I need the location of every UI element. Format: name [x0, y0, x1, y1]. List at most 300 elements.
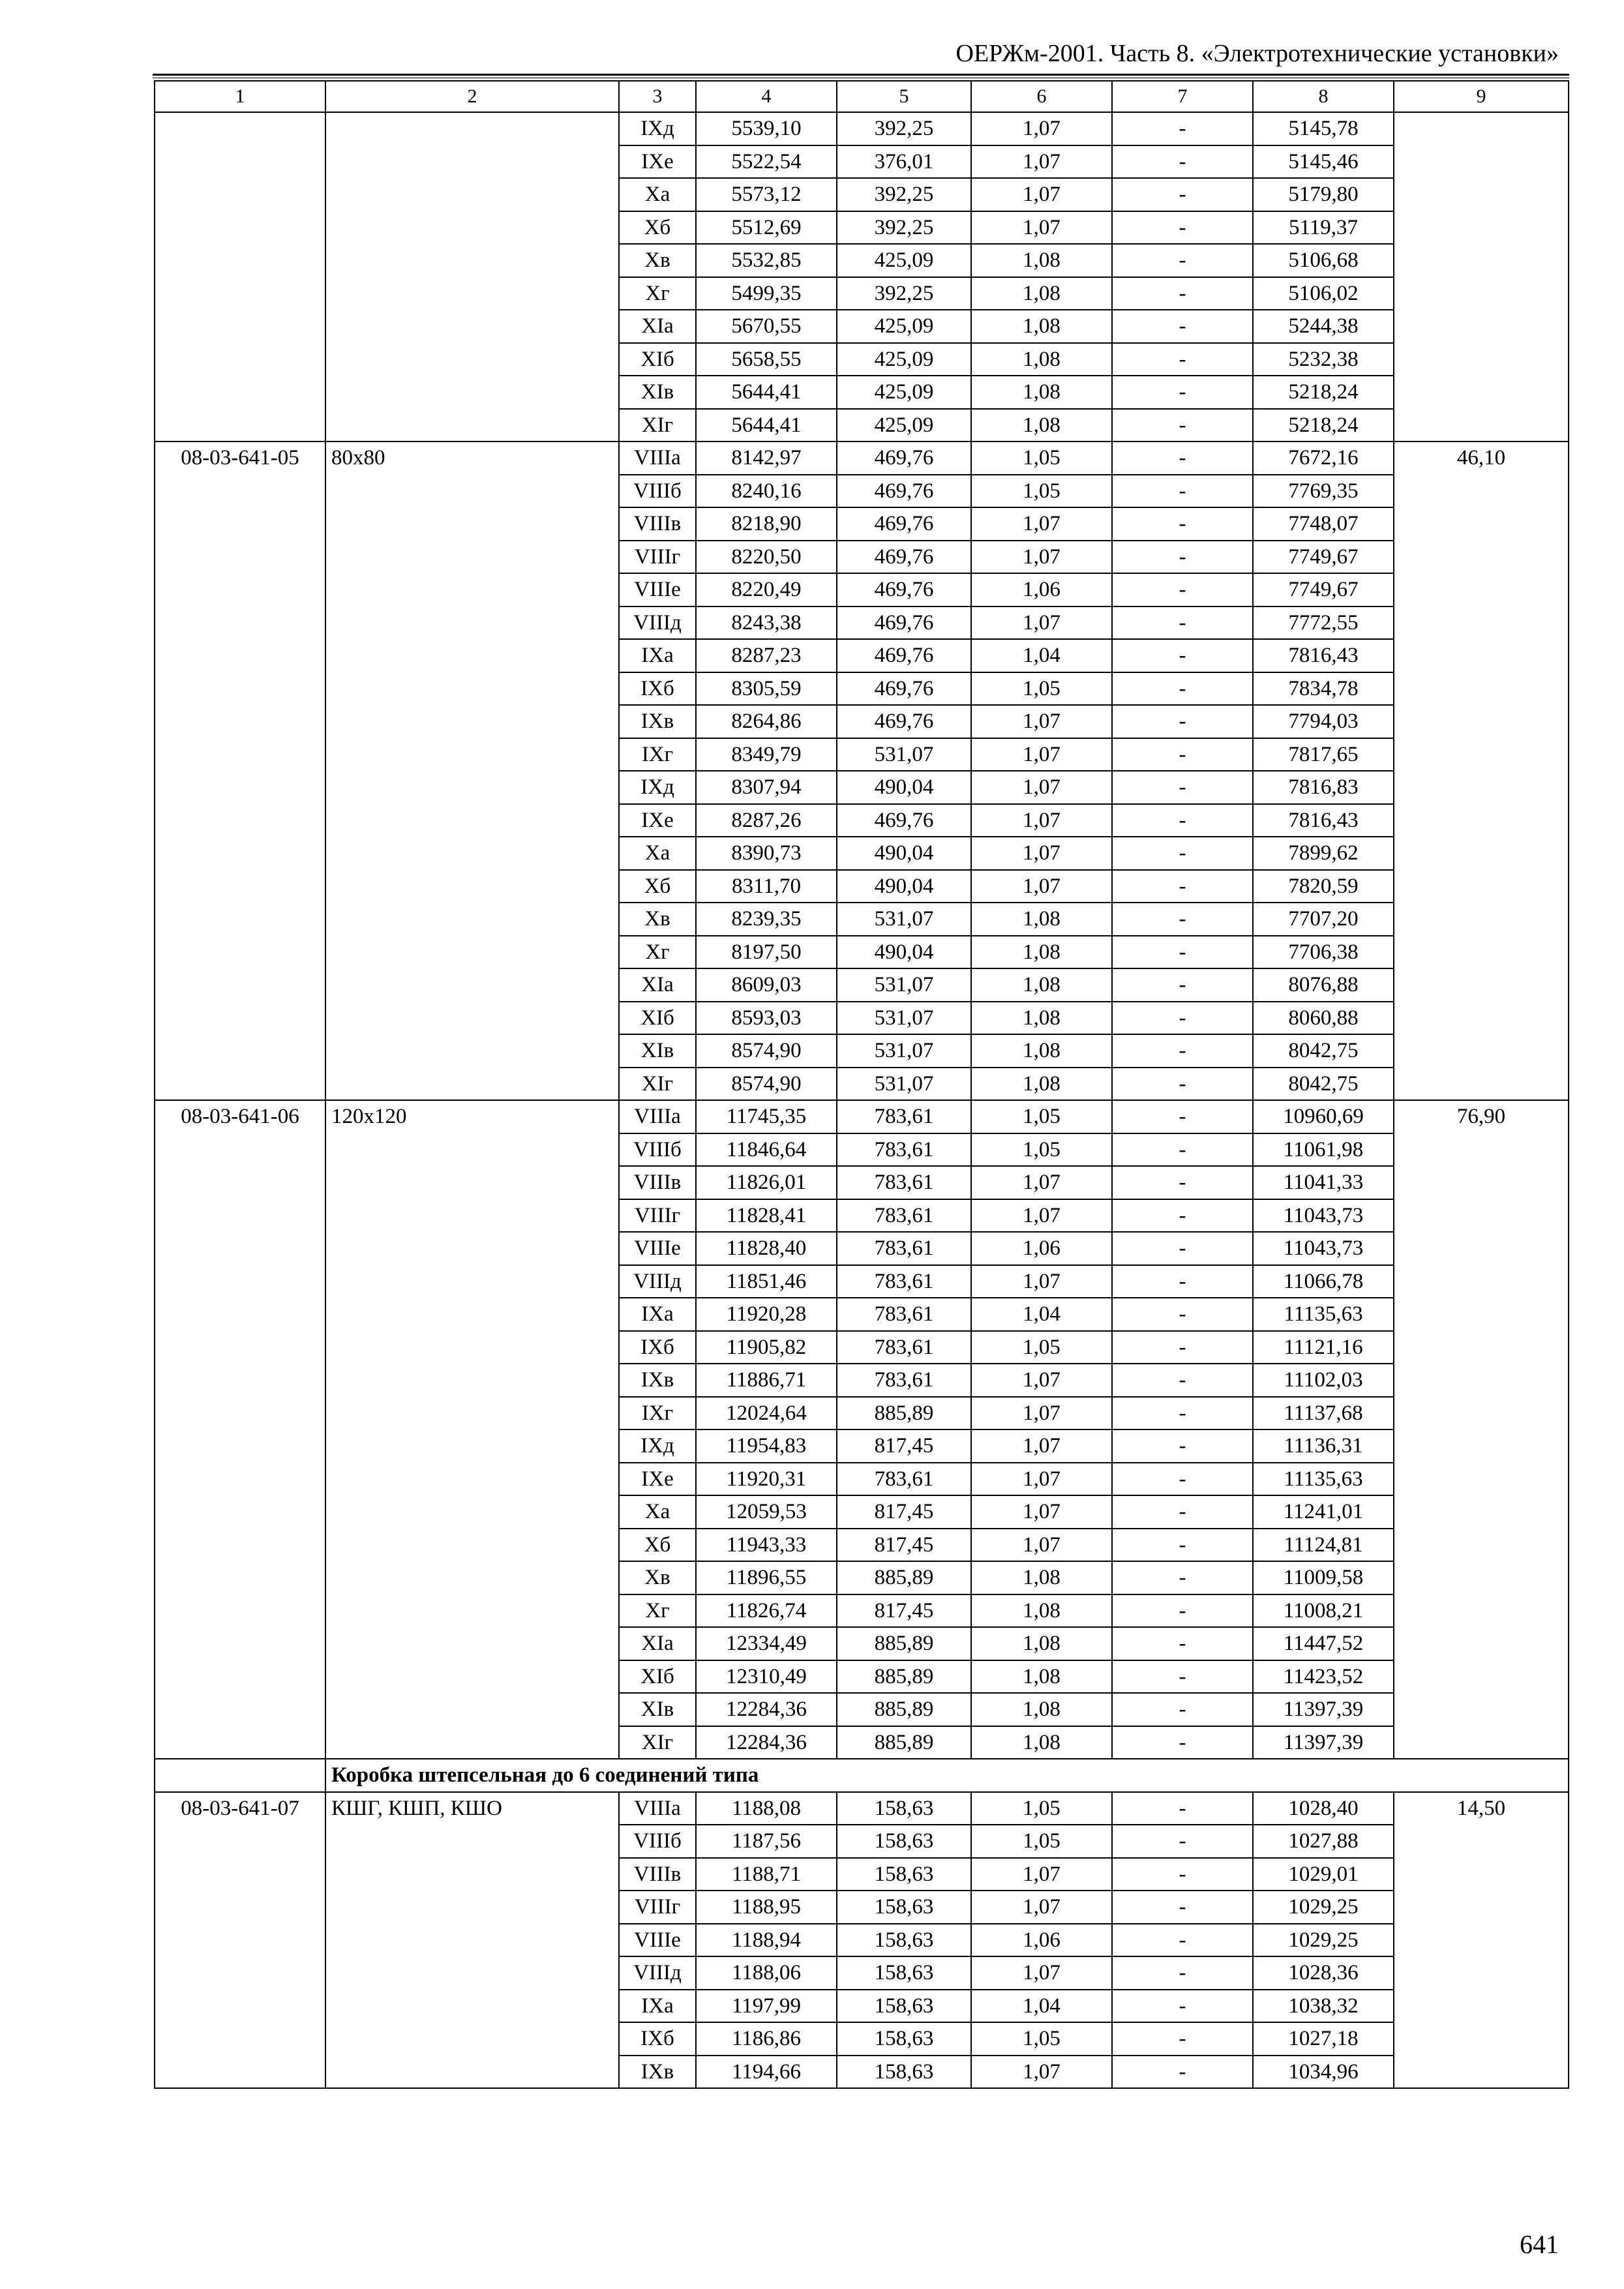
wage-cell: 469,76: [837, 507, 971, 541]
material-cost-cell: 11135,63: [1253, 1298, 1394, 1331]
machine-cell: -: [1112, 1133, 1253, 1167]
machine-cell: -: [1112, 968, 1253, 1002]
zone-cell: IXд: [619, 1429, 696, 1463]
coefficient-cell: 1,08: [971, 968, 1112, 1002]
material-cost-cell: 1029,25: [1253, 1924, 1394, 1957]
coefficient-cell: 1,08: [971, 1034, 1112, 1068]
material-cost-cell: 11008,21: [1253, 1594, 1394, 1628]
material-cost-cell: 1034,96: [1253, 2056, 1394, 2089]
coefficient-cell: 1,07: [971, 705, 1112, 738]
zone-cell: VIIIе: [619, 1232, 696, 1265]
total-cost-cell: 1188,94: [696, 1924, 837, 1957]
item-name: 80х80: [325, 441, 619, 1100]
item-code: 08-03-641-06: [155, 1100, 325, 1759]
material-cost-cell: 1028,36: [1253, 1956, 1394, 1990]
coefficient-cell: 1,05: [971, 1792, 1112, 1825]
zone-cell: Xб: [619, 1529, 696, 1562]
zone-cell: IXа: [619, 1990, 696, 2023]
zone-cell: XIв: [619, 1693, 696, 1726]
wage-cell: 158,63: [837, 1858, 971, 1891]
total-cost-cell: 8311,70: [696, 870, 837, 903]
wage-cell: 158,63: [837, 1956, 971, 1990]
machine-cell: -: [1112, 310, 1253, 343]
total-cost-cell: 8574,90: [696, 1068, 837, 1101]
material-cost-cell: 11043,73: [1253, 1232, 1394, 1265]
material-cost-cell: 11066,78: [1253, 1265, 1394, 1298]
page-number: 641: [1520, 2230, 1559, 2259]
machine-cell: -: [1112, 1298, 1253, 1331]
coefficient-cell: 1,08: [971, 409, 1112, 442]
wage-cell: 885,89: [837, 1693, 971, 1726]
coefficient-cell: 1,07: [971, 1265, 1112, 1298]
machine-cell: -: [1112, 1463, 1253, 1496]
table-row: [155, 1792, 1569, 1825]
material-cost-cell: 5232,38: [1253, 343, 1394, 376]
wage-cell: 158,63: [837, 2022, 971, 2056]
material-cost-cell: 5145,78: [1253, 112, 1394, 145]
total-cost-cell: 8142,97: [696, 441, 837, 475]
machine-cell: -: [1112, 870, 1253, 903]
machine-cell: -: [1112, 409, 1253, 442]
machine-cell: -: [1112, 541, 1253, 574]
coefficient-cell: 1,05: [971, 1100, 1112, 1133]
zone-cell: XIв: [619, 1034, 696, 1068]
zone-cell: XIв: [619, 376, 696, 409]
zone-cell: XIг: [619, 1726, 696, 1759]
total-cost-cell: 11846,64: [696, 1133, 837, 1167]
machine-cell: -: [1112, 1660, 1253, 1694]
total-cost-cell: 1188,08: [696, 1792, 837, 1825]
material-cost-cell: 11135,63: [1253, 1463, 1394, 1496]
wage-cell: 158,63: [837, 1924, 971, 1957]
machine-cell: -: [1112, 244, 1253, 277]
material-cost-cell: 11397,39: [1253, 1693, 1394, 1726]
total-cost-cell: 8240,16: [696, 475, 837, 508]
column-number: 6: [971, 81, 1112, 112]
machine-cell: -: [1112, 573, 1253, 606]
coefficient-cell: 1,08: [971, 1660, 1112, 1694]
total-cost-cell: 8218,90: [696, 507, 837, 541]
total-cost-cell: 5644,41: [696, 409, 837, 442]
zone-cell: Xв: [619, 903, 696, 936]
material-cost-cell: 8060,88: [1253, 1002, 1394, 1035]
material-cost-cell: 7834,78: [1253, 672, 1394, 706]
zone-cell: VIIIг: [619, 541, 696, 574]
material-cost-cell: 7707,20: [1253, 903, 1394, 936]
material-cost-cell: 7769,35: [1253, 475, 1394, 508]
machine-cell: -: [1112, 771, 1253, 804]
coefficient-cell: 1,05: [971, 2022, 1112, 2056]
material-cost-cell: 5106,68: [1253, 244, 1394, 277]
column-number: 1: [155, 81, 325, 112]
total-cost-cell: 11826,74: [696, 1594, 837, 1628]
wage-cell: 158,63: [837, 1792, 971, 1825]
zone-cell: VIIIд: [619, 1265, 696, 1298]
material-cost-cell: 7816,43: [1253, 639, 1394, 672]
wage-cell: 490,04: [837, 771, 971, 804]
material-cost-cell: 11043,73: [1253, 1199, 1394, 1233]
wage-cell: 783,61: [837, 1331, 971, 1364]
zone-cell: IXб: [619, 2022, 696, 2056]
coefficient-cell: 1,07: [971, 507, 1112, 541]
machine-cell: -: [1112, 1561, 1253, 1594]
zone-cell: IXв: [619, 705, 696, 738]
coefficient-cell: 1,06: [971, 573, 1112, 606]
zone-cell: XIг: [619, 409, 696, 442]
total-cost-cell: 5522,54: [696, 145, 837, 179]
material-cost-cell: 7749,67: [1253, 541, 1394, 574]
machine-cell: -: [1112, 1166, 1253, 1199]
section-title-row: [155, 1759, 1569, 1792]
coefficient-cell: 1,07: [971, 804, 1112, 837]
total-cost-cell: 1186,86: [696, 2022, 837, 2056]
coefficient-cell: 1,05: [971, 1331, 1112, 1364]
wage-cell: 531,07: [837, 1002, 971, 1035]
machine-cell: -: [1112, 1100, 1253, 1133]
zone-cell: IXе: [619, 145, 696, 179]
machine-cell: -: [1112, 343, 1253, 376]
total-cost-cell: 5512,69: [696, 211, 837, 245]
coefficient-cell: 1,07: [971, 1956, 1112, 1990]
material-cost-cell: 7748,07: [1253, 507, 1394, 541]
page-header-title: ОЕРЖм-2001. Часть 8. «Электротехнические установки»: [955, 40, 1559, 67]
zone-cell: IXб: [619, 672, 696, 706]
material-cost-cell: 8042,75: [1253, 1068, 1394, 1101]
total-cost-cell: 8220,50: [696, 541, 837, 574]
total-cost-cell: 5532,85: [696, 244, 837, 277]
total-cost-cell: 8574,90: [696, 1034, 837, 1068]
item-name: [325, 112, 619, 441]
wage-cell: 158,63: [837, 1891, 971, 1924]
item-index: 46,10: [1394, 441, 1569, 1100]
material-cost-cell: 7706,38: [1253, 936, 1394, 969]
machine-cell: -: [1112, 1034, 1253, 1068]
wage-cell: 392,25: [837, 112, 971, 145]
total-cost-cell: 11851,46: [696, 1265, 837, 1298]
total-cost-cell: 8243,38: [696, 606, 837, 640]
wage-cell: 531,07: [837, 968, 971, 1002]
coefficient-cell: 1,07: [971, 2056, 1112, 2089]
zone-cell: VIIIв: [619, 1858, 696, 1891]
item-name: КШГ, КШП, КШО: [325, 1792, 619, 2089]
total-cost-cell: 11905,82: [696, 1331, 837, 1364]
zone-cell: Xб: [619, 211, 696, 245]
total-cost-cell: 8287,26: [696, 804, 837, 837]
material-cost-cell: 11241,01: [1253, 1495, 1394, 1529]
column-number: 9: [1394, 81, 1569, 112]
material-cost-cell: 10960,69: [1253, 1100, 1394, 1133]
table-row: [155, 1100, 1569, 1133]
machine-cell: -: [1112, 1364, 1253, 1397]
material-cost-cell: 1029,01: [1253, 1858, 1394, 1891]
material-cost-cell: 8042,75: [1253, 1034, 1394, 1068]
material-cost-cell: 1029,25: [1253, 1891, 1394, 1924]
material-cost-cell: 11009,58: [1253, 1561, 1394, 1594]
wage-cell: 531,07: [837, 738, 971, 771]
total-cost-cell: 8264,86: [696, 705, 837, 738]
machine-cell: -: [1112, 837, 1253, 870]
zone-cell: IXа: [619, 1298, 696, 1331]
machine-cell: -: [1112, 1068, 1253, 1101]
machine-cell: -: [1112, 1825, 1253, 1858]
machine-cell: -: [1112, 178, 1253, 211]
material-cost-cell: 8076,88: [1253, 968, 1394, 1002]
machine-cell: -: [1112, 277, 1253, 310]
machine-cell: -: [1112, 1199, 1253, 1233]
coefficient-cell: 1,08: [971, 1068, 1112, 1101]
machine-cell: -: [1112, 1232, 1253, 1265]
machine-cell: -: [1112, 112, 1253, 145]
total-cost-cell: 8390,73: [696, 837, 837, 870]
machine-cell: -: [1112, 1397, 1253, 1430]
material-cost-cell: 11447,52: [1253, 1627, 1394, 1660]
zone-cell: Xг: [619, 277, 696, 310]
machine-cell: -: [1112, 936, 1253, 969]
zone-cell: IXе: [619, 804, 696, 837]
item-name: 120х120: [325, 1100, 619, 1759]
table-row: [155, 441, 1569, 475]
total-cost-cell: 12334,49: [696, 1627, 837, 1660]
machine-cell: -: [1112, 1002, 1253, 1035]
total-cost-cell: 8349,79: [696, 738, 837, 771]
wage-cell: 783,61: [837, 1199, 971, 1233]
wage-cell: 376,01: [837, 145, 971, 179]
zone-cell: XIб: [619, 343, 696, 376]
wage-cell: 425,09: [837, 343, 971, 376]
total-cost-cell: 5644,41: [696, 376, 837, 409]
coefficient-cell: 1,05: [971, 672, 1112, 706]
machine-cell: -: [1112, 1924, 1253, 1957]
item-index: 76,90: [1394, 1100, 1569, 1759]
header-rule-thick: [153, 74, 1569, 76]
machine-cell: -: [1112, 1331, 1253, 1364]
coefficient-cell: 1,07: [971, 541, 1112, 574]
zone-cell: IXг: [619, 1397, 696, 1430]
zone-cell: Xа: [619, 1495, 696, 1529]
material-cost-cell: 11061,98: [1253, 1133, 1394, 1167]
zone-cell: IXд: [619, 112, 696, 145]
coefficient-cell: 1,08: [971, 1726, 1112, 1759]
coefficient-cell: 1,07: [971, 1463, 1112, 1496]
wage-cell: 469,76: [837, 573, 971, 606]
total-cost-cell: 5499,35: [696, 277, 837, 310]
machine-cell: -: [1112, 1529, 1253, 1562]
machine-cell: -: [1112, 2022, 1253, 2056]
material-cost-cell: 5218,24: [1253, 376, 1394, 409]
total-cost-cell: 8307,94: [696, 771, 837, 804]
machine-cell: -: [1112, 639, 1253, 672]
zone-cell: VIIIв: [619, 1166, 696, 1199]
zone-cell: IXг: [619, 738, 696, 771]
material-cost-cell: 1028,40: [1253, 1792, 1394, 1825]
machine-cell: -: [1112, 1429, 1253, 1463]
total-cost-cell: 8220,49: [696, 573, 837, 606]
material-cost-cell: 1027,88: [1253, 1825, 1394, 1858]
zone-cell: Xг: [619, 936, 696, 969]
machine-cell: -: [1112, 1990, 1253, 2023]
wage-cell: 490,04: [837, 936, 971, 969]
item-code: 08-03-641-05: [155, 441, 325, 1100]
total-cost-cell: 11954,83: [696, 1429, 837, 1463]
coefficient-cell: 1,07: [971, 1529, 1112, 1562]
wage-cell: 531,07: [837, 903, 971, 936]
wage-cell: 885,89: [837, 1561, 971, 1594]
coefficient-cell: 1,07: [971, 870, 1112, 903]
coefficient-cell: 1,07: [971, 178, 1112, 211]
total-cost-cell: 12059,53: [696, 1495, 837, 1529]
wage-cell: 425,09: [837, 244, 971, 277]
total-cost-cell: 12310,49: [696, 1660, 837, 1694]
total-cost-cell: 8305,59: [696, 672, 837, 706]
wage-cell: 469,76: [837, 804, 971, 837]
material-cost-cell: 7672,16: [1253, 441, 1394, 475]
material-cost-cell: 11137,68: [1253, 1397, 1394, 1430]
coefficient-cell: 1,08: [971, 1693, 1112, 1726]
coefficient-cell: 1,07: [971, 1397, 1112, 1430]
zone-cell: Xв: [619, 1561, 696, 1594]
item-code: 08-03-641-07: [155, 1792, 325, 2089]
zone-cell: Xг: [619, 1594, 696, 1628]
total-cost-cell: 12284,36: [696, 1693, 837, 1726]
zone-cell: VIIIг: [619, 1891, 696, 1924]
column-number: 4: [696, 81, 837, 112]
coefficient-cell: 1,06: [971, 1232, 1112, 1265]
material-cost-cell: 11423,52: [1253, 1660, 1394, 1694]
total-cost-cell: 5573,12: [696, 178, 837, 211]
zone-cell: IXа: [619, 639, 696, 672]
total-cost-cell: 5670,55: [696, 310, 837, 343]
zone-cell: VIIIе: [619, 573, 696, 606]
zone-cell: IXд: [619, 771, 696, 804]
wage-cell: 783,61: [837, 1463, 971, 1496]
column-number: 2: [325, 81, 619, 112]
wage-cell: 158,63: [837, 1825, 971, 1858]
total-cost-cell: 8287,23: [696, 639, 837, 672]
total-cost-cell: 5539,10: [696, 112, 837, 145]
machine-cell: -: [1112, 738, 1253, 771]
column-number: 5: [837, 81, 971, 112]
section-title: Коробка штепсельная до 6 соединений типа: [325, 1759, 1569, 1792]
zone-cell: IXб: [619, 1331, 696, 1364]
coefficient-cell: 1,04: [971, 639, 1112, 672]
coefficient-cell: 1,07: [971, 1166, 1112, 1199]
total-cost-cell: 12024,64: [696, 1397, 837, 1430]
item-index: [1394, 112, 1569, 441]
material-cost-cell: 1027,18: [1253, 2022, 1394, 2056]
wage-cell: 783,61: [837, 1364, 971, 1397]
zone-cell: VIIIе: [619, 1924, 696, 1957]
zone-cell: XIа: [619, 310, 696, 343]
machine-cell: -: [1112, 475, 1253, 508]
machine-cell: -: [1112, 1594, 1253, 1628]
machine-cell: -: [1112, 1495, 1253, 1529]
total-cost-cell: 11745,35: [696, 1100, 837, 1133]
material-cost-cell: 7820,59: [1253, 870, 1394, 903]
section-code-cell: [155, 1759, 325, 1792]
wage-cell: 885,89: [837, 1397, 971, 1430]
material-cost-cell: 5244,38: [1253, 310, 1394, 343]
coefficient-cell: 1,04: [971, 1298, 1112, 1331]
wage-cell: 425,09: [837, 409, 971, 442]
zone-cell: VIIIб: [619, 1825, 696, 1858]
total-cost-cell: 12284,36: [696, 1726, 837, 1759]
material-cost-cell: 5179,80: [1253, 178, 1394, 211]
coefficient-cell: 1,05: [971, 475, 1112, 508]
zone-cell: XIб: [619, 1002, 696, 1035]
total-cost-cell: 1188,95: [696, 1891, 837, 1924]
coefficient-cell: 1,07: [971, 771, 1112, 804]
material-cost-cell: 7816,83: [1253, 771, 1394, 804]
coefficient-cell: 1,08: [971, 1561, 1112, 1594]
wage-cell: 531,07: [837, 1034, 971, 1068]
zone-cell: Xв: [619, 244, 696, 277]
zone-cell: VIIIа: [619, 1792, 696, 1825]
zone-cell: VIIIа: [619, 1100, 696, 1133]
zone-cell: XIб: [619, 1660, 696, 1694]
material-cost-cell: 11041,33: [1253, 1166, 1394, 1199]
total-cost-cell: 11943,33: [696, 1529, 837, 1562]
wage-cell: 469,76: [837, 606, 971, 640]
coefficient-cell: 1,04: [971, 1990, 1112, 2023]
wage-cell: 469,76: [837, 639, 971, 672]
total-cost-cell: 8239,35: [696, 903, 837, 936]
zone-cell: XIа: [619, 968, 696, 1002]
coefficient-cell: 1,07: [971, 211, 1112, 245]
total-cost-cell: 1187,56: [696, 1825, 837, 1858]
machine-cell: -: [1112, 1891, 1253, 1924]
material-cost-cell: 11136,31: [1253, 1429, 1394, 1463]
total-cost-cell: 1197,99: [696, 1990, 837, 2023]
wage-cell: 392,25: [837, 211, 971, 245]
machine-cell: -: [1112, 705, 1253, 738]
total-cost-cell: 1194,66: [696, 2056, 837, 2089]
zone-cell: VIIIв: [619, 507, 696, 541]
machine-cell: -: [1112, 145, 1253, 179]
wage-cell: 783,61: [837, 1166, 971, 1199]
coefficient-cell: 1,08: [971, 244, 1112, 277]
coefficient-cell: 1,05: [971, 441, 1112, 475]
wage-cell: 490,04: [837, 837, 971, 870]
wage-cell: 425,09: [837, 376, 971, 409]
wage-cell: 783,61: [837, 1232, 971, 1265]
material-cost-cell: 11102,03: [1253, 1364, 1394, 1397]
total-cost-cell: 11920,31: [696, 1463, 837, 1496]
wage-cell: 392,25: [837, 277, 971, 310]
coefficient-cell: 1,07: [971, 112, 1112, 145]
item-index: 14,50: [1394, 1792, 1569, 2089]
total-cost-cell: 11896,55: [696, 1561, 837, 1594]
coefficient-cell: 1,05: [971, 1133, 1112, 1167]
material-cost-cell: 7817,65: [1253, 738, 1394, 771]
machine-cell: -: [1112, 1265, 1253, 1298]
wage-cell: 469,76: [837, 441, 971, 475]
wage-cell: 469,76: [837, 672, 971, 706]
total-cost-cell: 11828,40: [696, 1232, 837, 1265]
wage-cell: 531,07: [837, 1068, 971, 1101]
coefficient-cell: 1,08: [971, 1002, 1112, 1035]
wage-cell: 885,89: [837, 1726, 971, 1759]
coefficient-cell: 1,07: [971, 145, 1112, 179]
total-cost-cell: 5658,55: [696, 343, 837, 376]
zone-cell: VIIIб: [619, 475, 696, 508]
coefficient-cell: 1,07: [971, 837, 1112, 870]
coefficient-cell: 1,05: [971, 1825, 1112, 1858]
machine-cell: -: [1112, 507, 1253, 541]
column-number-row: [155, 81, 1569, 112]
coefficient-cell: 1,07: [971, 606, 1112, 640]
coefficient-cell: 1,06: [971, 1924, 1112, 1957]
material-cost-cell: 7749,67: [1253, 573, 1394, 606]
